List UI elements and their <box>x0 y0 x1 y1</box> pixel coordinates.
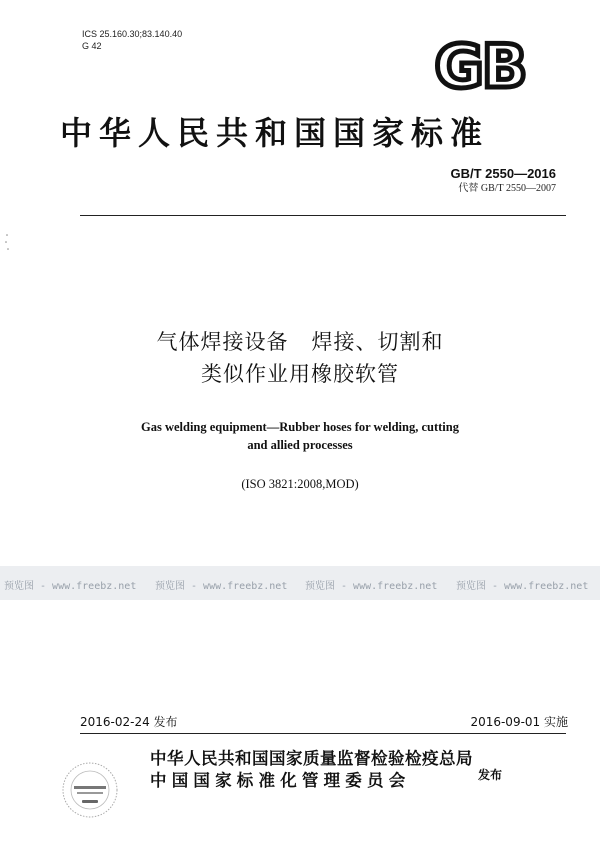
chinese-title <box>0 326 600 390</box>
ics-code: ICS 25.160.30;83.140.40 <box>82 29 183 39</box>
standard-number: GB/T 2550—2016 <box>450 166 556 181</box>
top-divider <box>80 215 566 216</box>
classification-codes <box>82 28 182 52</box>
ccs-code: G 42 <box>82 41 102 51</box>
english-title <box>0 418 600 454</box>
watermark-text: 预览图 - www.freebz.net <box>456 581 589 592</box>
effective-date: 2016-09-01 实施 <box>470 715 568 729</box>
issue-label: 发布 <box>478 768 503 782</box>
watermark-text: 预览图 - www.freebz.net <box>4 581 137 592</box>
publish-date: 2016-02-24 发布 <box>80 715 178 729</box>
replaces-standard: 代替 GB/T 2550—2007 <box>458 183 556 194</box>
margin-marks <box>4 232 10 252</box>
gb-logo <box>424 33 536 95</box>
chinese-title-line-2: 类似作业用橡胶软管 <box>201 362 399 386</box>
watermark-text: 预览图 - www.freebz.net <box>155 581 288 592</box>
issuer-sac: 中国国家标准化管理委员会 <box>150 771 411 790</box>
anti-counterfeit-seal-icon <box>60 760 120 820</box>
issuing-authorities <box>150 748 473 792</box>
national-standard-title: 中华人民共和国国家标准 <box>60 114 490 152</box>
chinese-title-line-1: 气体焊接设备 焊接、切割和 <box>156 330 444 354</box>
watermark-band <box>0 566 600 600</box>
bottom-divider <box>80 733 566 734</box>
iso-reference: (ISO 3821:2008,MOD) <box>241 477 359 491</box>
gb-logo-text: GB <box>434 33 526 95</box>
issuer-aqsiq: 中华人民共和国国家质量监督检验检疫总局 <box>150 749 473 768</box>
english-title-line-2: and allied processes <box>247 438 353 452</box>
english-title-line-1: Gas welding equipment—Rubber hoses for welding, cutting <box>141 420 459 434</box>
watermark-text: 预览图 - www.freebz.net <box>305 581 438 592</box>
standard-number-block <box>450 166 556 195</box>
